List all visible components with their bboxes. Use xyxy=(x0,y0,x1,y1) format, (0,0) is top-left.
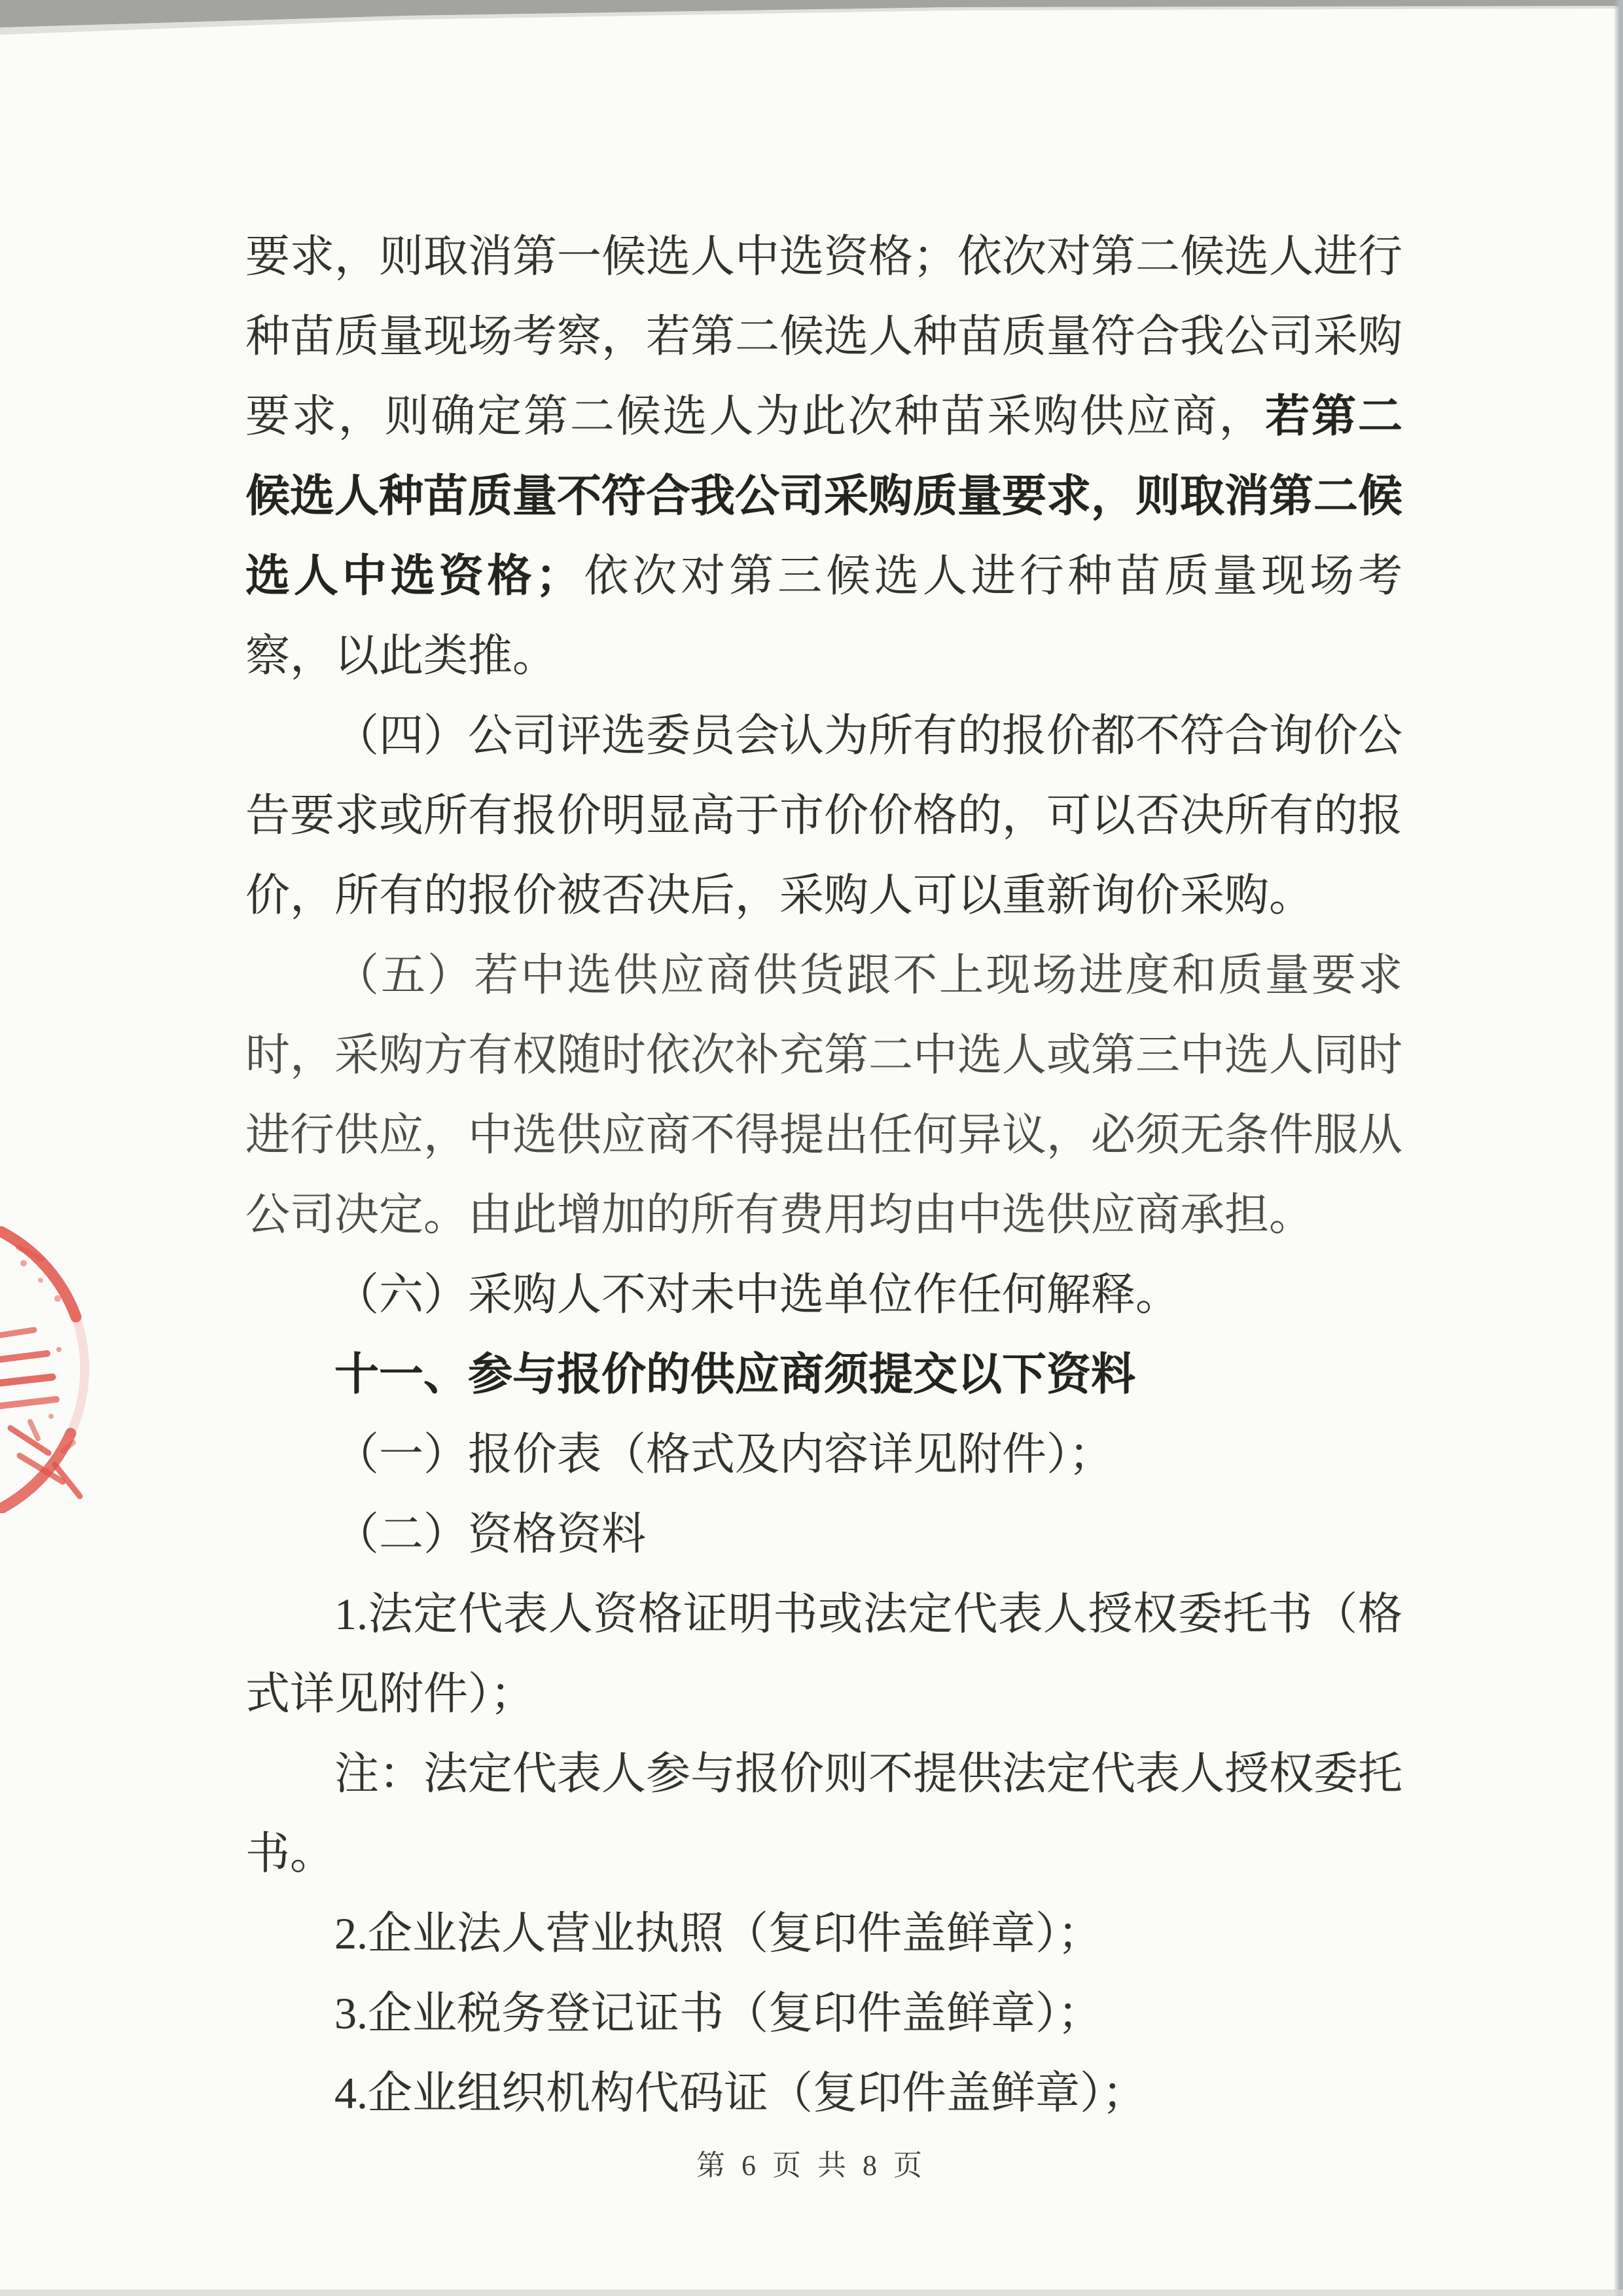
paragraph-item-6: （六）采购人不对未中选单位作任何解释。 xyxy=(334,1270,1181,1319)
paragraph-doc-4: 4.企业组织机构代码证（复印件盖鲜章）； xyxy=(334,2068,1147,2118)
paragraph-doc-2: 2.企业法人营业执照（复印件盖鲜章）； xyxy=(334,1909,1103,1958)
paragraph-note: 注：法定代表人参与报价则不提供法定代表人授权委托书。 xyxy=(245,1749,1403,1878)
paragraph-subitem-1: （一）报价表（格式及内容详见附件）； xyxy=(334,1429,1114,1479)
section-heading-11: 十一、参与报价的供应商须提交以下资料 xyxy=(334,1350,1136,1399)
paragraph-text: 依次对第三候选人进行种苗质量现场考察，以此类推。 xyxy=(245,551,1402,681)
paragraph-continuation xyxy=(245,217,1402,696)
paragraph-subitem-2: （二）资格资料 xyxy=(334,1509,647,1559)
scan-edge-artifact-bottom xyxy=(0,2289,1623,2296)
paragraph-item-4: （四）公司评选委员会认为所有的报价都不符合询价公告要求或所有报价明显高于市价价格的，可以否决所有的报价，所有的报价被否决后，采购人可以重新询价采购。 xyxy=(245,711,1403,920)
paragraph-doc-3: 3.企业税务登记证书（复印件盖鲜章）； xyxy=(334,1988,1103,2038)
paragraph-doc-1: 1.法定代表人资格证明书或法定代表人授权委托书（格式详见附件）； xyxy=(245,1589,1402,1719)
scan-edge-artifact-right xyxy=(1614,0,1623,2296)
red-seal-stamp xyxy=(0,1225,92,1513)
paragraph-text: 要求，则取消第一候选人中选资格；依次对第二候选人进行种苗质量现场考察，若第二候选人种苗质量符合我公司采购要求，则确定第二候选人为此次种苗采购供应商， xyxy=(245,232,1403,441)
paragraph-text-bold: 若第二候选人种苗质量不符合我公司采购质量要求，则取消第二候选人中选资格； xyxy=(245,391,1403,601)
paragraph-item-5: （五）若中选供应商供货跟不上现场进度和质量要求时，采购方有权随时依次补充第二中选人或第三中选人同时进行供应，中选供应商不得提出任何异议，必须无条件服从公司决定。由此增加的所有费用均由中选供应商承担。 xyxy=(245,950,1403,1240)
document-body xyxy=(245,217,1402,2133)
scan-edge-artifact-top xyxy=(0,0,1623,39)
page-number: 第 6 页 共 8 页 xyxy=(696,2149,927,2181)
